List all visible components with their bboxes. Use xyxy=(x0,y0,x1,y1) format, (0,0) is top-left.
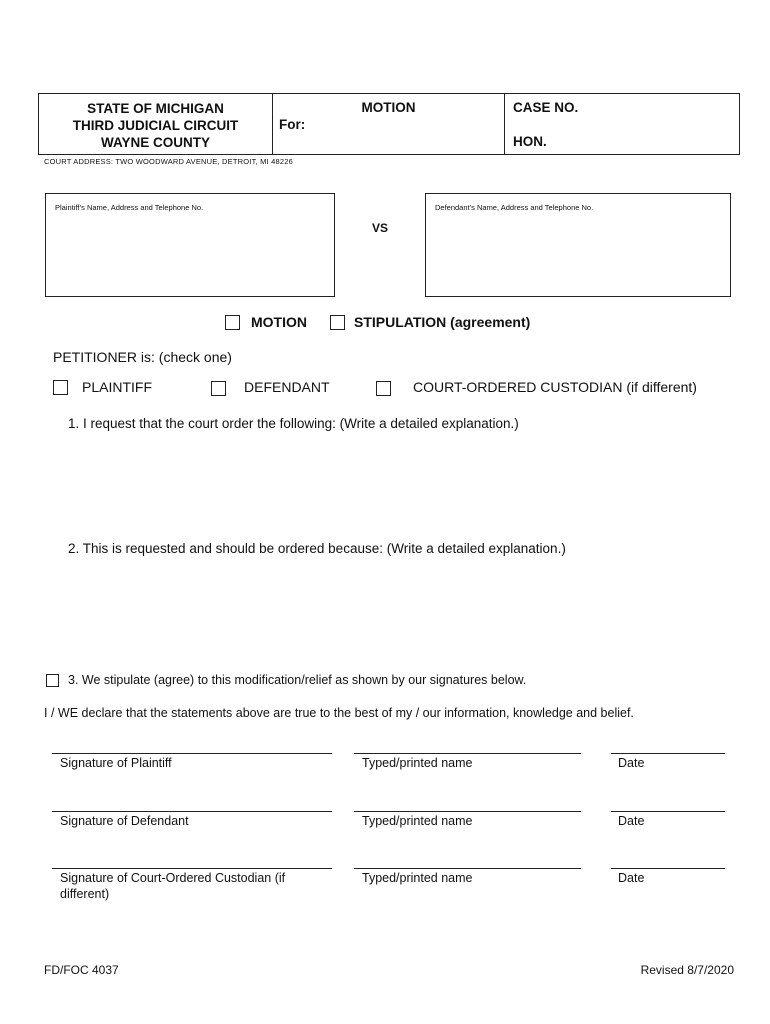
motion-title: MOTION xyxy=(361,100,416,115)
stipulate-checkbox[interactable] xyxy=(46,674,59,687)
plaintiff-printed-name-label: Typed/printed name xyxy=(362,756,473,770)
item-2-answer-area[interactable] xyxy=(68,561,728,661)
plaintiff-info-field[interactable] xyxy=(45,193,335,297)
plaintiff-date-line[interactable] xyxy=(611,753,725,754)
motion-checkbox[interactable] xyxy=(225,315,240,330)
defendant-info-field[interactable] xyxy=(425,193,731,297)
court-name-cell xyxy=(39,94,273,154)
petitioner-custodian-label: COURT-ORDERED CUSTODIAN (if different) xyxy=(413,379,697,395)
custodian-signature-label-line-1: Signature of Court-Ordered Custodian (if xyxy=(60,871,286,885)
declaration-statement: I / WE declare that the statements above are true to the best of my / our information, knowledge and belief. xyxy=(44,706,634,720)
defendant-printed-name-label: Typed/printed name xyxy=(362,814,473,828)
stipulation-checkbox[interactable] xyxy=(330,315,345,330)
item-1-answer-area[interactable] xyxy=(68,436,728,536)
custodian-date-label: Date xyxy=(618,871,645,885)
plaintiff-date-label: Date xyxy=(618,756,645,770)
petitioner-custodian-checkbox[interactable] xyxy=(376,381,391,396)
judge-label: HON. xyxy=(513,134,547,149)
defendant-date-label: Date xyxy=(618,814,645,828)
custodian-signature-line[interactable] xyxy=(52,868,332,869)
revision-date: Revised 8/7/2020 xyxy=(640,963,734,977)
custodian-signature-label-line-2: different) xyxy=(60,887,110,901)
defendant-printed-name-line[interactable] xyxy=(354,811,581,812)
court-county: WAYNE COUNTY xyxy=(100,135,210,150)
motion-option-label: MOTION xyxy=(251,314,307,330)
defendant-signature-label: Signature of Defendant xyxy=(60,814,189,828)
caption-header-table xyxy=(38,93,740,155)
petitioner-prompt: PETITIONER is: (check one) xyxy=(53,349,232,365)
court-state: STATE OF MICHIGAN xyxy=(87,101,224,116)
versus-label: VS xyxy=(372,221,389,235)
petitioner-defendant-label: DEFENDANT xyxy=(244,379,330,395)
case-cell[interactable] xyxy=(505,94,739,154)
plaintiff-info-label: Plaintiff’s Name, Address and Telephone No. xyxy=(55,203,204,212)
plaintiff-signature-line[interactable] xyxy=(52,753,332,754)
stipulation-option-label: STIPULATION (agreement) xyxy=(354,314,531,330)
case-number-label: CASE NO. xyxy=(513,100,579,115)
item-2-prompt: 2. This is requested and should be ordered because: (Write a detailed explanation.) xyxy=(68,541,566,556)
motion-cell[interactable] xyxy=(273,94,505,154)
defendant-signature-line[interactable] xyxy=(52,811,332,812)
item-3-statement: 3. We stipulate (agree) to this modification/relief as shown by our signatures below. xyxy=(68,673,527,687)
petitioner-plaintiff-checkbox[interactable] xyxy=(53,380,68,395)
plaintiff-signature-label: Signature of Plaintiff xyxy=(60,756,172,770)
custodian-printed-name-label: Typed/printed name xyxy=(362,871,473,885)
defendant-date-line[interactable] xyxy=(611,811,725,812)
petitioner-plaintiff-label: PLAINTIFF xyxy=(82,379,153,395)
for-label: For: xyxy=(279,117,306,132)
defendant-info-label: Defendant’s Name, Address and Telephone No. xyxy=(435,203,594,212)
court-circuit: THIRD JUDICIAL CIRCUIT xyxy=(72,118,239,133)
custodian-signature-label xyxy=(60,870,330,902)
item-1-prompt: 1. I request that the court order the following: (Write a detailed explanation.) xyxy=(68,416,519,431)
custodian-date-line[interactable] xyxy=(611,868,725,869)
form-id: FD/FOC 4037 xyxy=(44,963,119,977)
petitioner-defendant-checkbox[interactable] xyxy=(211,381,226,396)
custodian-printed-name-line[interactable] xyxy=(354,868,581,869)
court-address: COURT ADDRESS: TWO WOODWARD AVENUE, DETROIT, MI 48226 xyxy=(44,157,293,166)
plaintiff-printed-name-line[interactable] xyxy=(354,753,581,754)
